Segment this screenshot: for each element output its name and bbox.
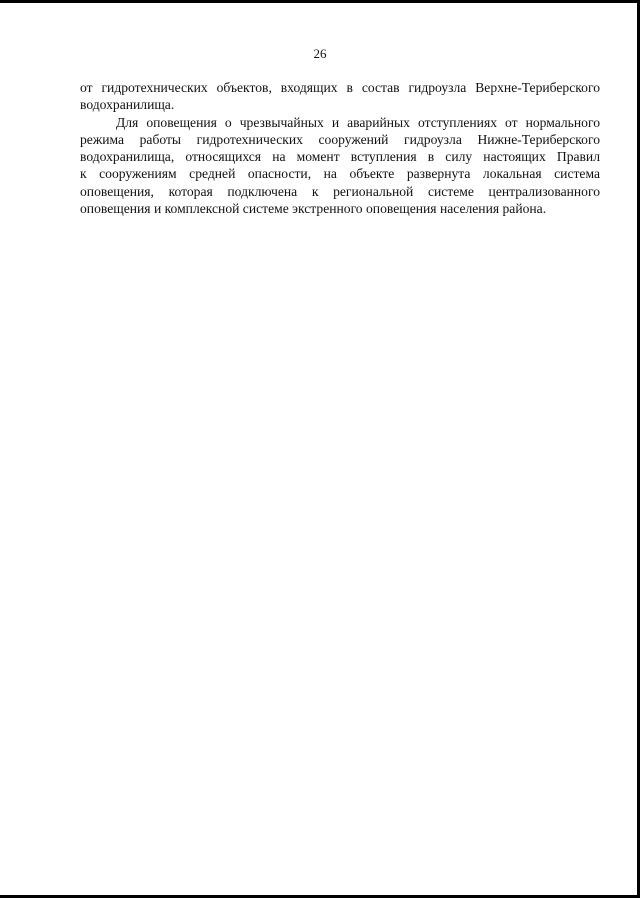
paragraph-continuation: [80, 79, 600, 114]
text-line: водохранилища, относящихся на момент вступления в силу настоящих Правил: [80, 149, 600, 165]
document-body: [80, 79, 600, 217]
text-line: водохранилища.: [80, 97, 175, 113]
text-line: к сооружениям средней опасности, на объекте развернута локальная система: [80, 166, 600, 182]
text-line: от гидротехнических объектов, входящих в состав гидроузла Верхне-Териберского: [80, 80, 600, 95]
scan-border-top: [0, 0, 640, 3]
text-line: Для оповещения о чрезвычайных и аварийных отступлениях от нормального: [116, 114, 600, 130]
text-line: режима работы гидротехнических сооружений гидроузла Нижне-Териберского: [80, 131, 600, 147]
paragraph-notification-system: [80, 114, 600, 218]
page-number: 26: [313, 46, 327, 61]
text-line: оповещения и комплексной системе экстренного оповещения населения района.: [80, 201, 547, 217]
text-line: оповещения, которая подключена к региональной системе централизованного: [80, 183, 600, 199]
